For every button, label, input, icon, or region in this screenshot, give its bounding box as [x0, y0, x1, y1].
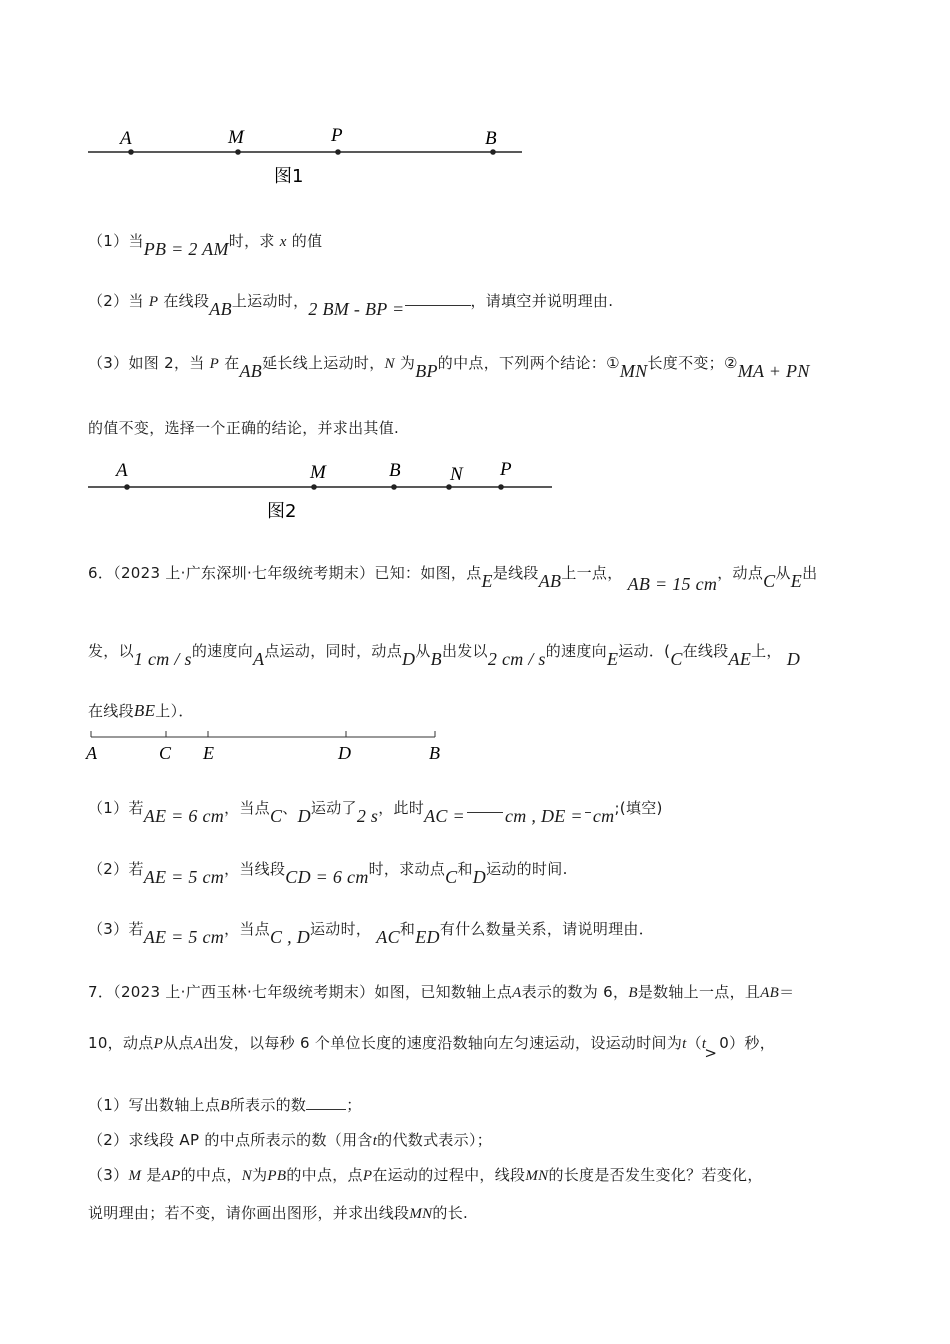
text: 是数轴上一点，且: [637, 983, 761, 1001]
variable: A: [512, 985, 522, 1001]
time: 2 s: [356, 806, 379, 826]
text: 延长线上运动时，: [262, 354, 385, 372]
variable: x: [279, 234, 287, 250]
point-dot: [446, 484, 452, 490]
text: 在: [224, 354, 240, 372]
part-number: （3）若: [88, 920, 144, 938]
q6-part3: [88, 918, 655, 947]
variable: D: [402, 649, 416, 669]
question-header: 6．（2023 上·广东深圳·七年级统考期末）已知：如图，点: [88, 564, 482, 582]
answer-blank[interactable]: [306, 1095, 346, 1110]
q6-part2: [88, 858, 568, 887]
part-number: （1）当: [88, 232, 144, 250]
variables: C , D: [269, 927, 310, 947]
variable: D: [472, 867, 487, 887]
point-dot: [490, 149, 496, 155]
text: 是: [146, 1166, 162, 1184]
part-number: （3）: [88, 1166, 129, 1184]
variable: E: [481, 571, 493, 591]
segment: BP: [415, 361, 438, 381]
text: ）秒，: [729, 1034, 775, 1052]
expression: MA + PN: [737, 361, 810, 381]
text: 从点: [163, 1034, 194, 1052]
number: 0: [719, 1034, 730, 1052]
unit: cm: [592, 806, 615, 826]
text: 上）．: [155, 702, 194, 720]
point-label: D: [338, 743, 351, 763]
segment: BE: [133, 701, 156, 720]
text: 从: [415, 642, 431, 660]
equation: AC =: [424, 806, 465, 826]
text: 运动的时间.: [486, 860, 568, 878]
text: 为: [252, 1166, 268, 1184]
text: 长度不变；②: [647, 354, 738, 372]
part-number: （2）求线段 AP 的中点所表示的数（用含: [88, 1131, 373, 1149]
figure-1: [80, 118, 540, 193]
text: 上一点，: [561, 564, 623, 582]
text: ;(填空): [614, 799, 663, 817]
variable: t: [701, 1036, 707, 1052]
variable: B: [430, 649, 442, 669]
text: 和: [399, 920, 416, 938]
equation: AE = 5 cm: [143, 927, 225, 947]
q6-part1: [88, 797, 663, 826]
speed: 2 cm / s: [487, 649, 546, 669]
segment: PB: [267, 1168, 287, 1184]
text: 点运动，同时，动点: [264, 642, 403, 660]
part-number: （2）当: [88, 292, 144, 310]
text: 时，求动点: [368, 860, 446, 878]
segment: MN: [619, 361, 648, 381]
equation: CD = 6 cm: [285, 867, 369, 887]
equation: AB = 15 cm: [627, 574, 718, 594]
segment: MN: [409, 1206, 433, 1222]
variable: t: [372, 1133, 378, 1149]
equation: 2 BM - BP =: [308, 299, 405, 319]
q5-part2: [88, 290, 614, 319]
segment: AB: [760, 985, 780, 1001]
point-label: P: [331, 125, 343, 146]
variable: E: [790, 571, 803, 591]
point-dot: [311, 484, 317, 490]
text: 的中点，: [180, 1166, 242, 1184]
text: 的长度是否发生变化？若变化，: [548, 1166, 763, 1184]
text: 在线段: [682, 642, 729, 660]
variable: E: [606, 649, 619, 669]
q5-part3-line2: [88, 417, 399, 438]
point-label: C: [159, 743, 172, 763]
point-dot: [128, 149, 134, 155]
text: ＝: [779, 983, 795, 1001]
segment: MN: [525, 1168, 549, 1184]
segment: AB: [538, 571, 562, 591]
text: 运动时，: [310, 920, 372, 938]
point-label: B: [485, 128, 497, 149]
variable: B: [628, 985, 638, 1001]
point-label: A: [86, 743, 97, 763]
text: 10，动点: [88, 1034, 154, 1052]
q6-line1: [88, 562, 818, 594]
question-header: 7．（2023 上·广西玉林·七年级统考期末）如图，已知数轴上点: [88, 983, 513, 1001]
segment: AC: [376, 927, 400, 947]
q7-line2: [88, 1032, 775, 1062]
q7-part3: [88, 1164, 763, 1185]
variable: C: [670, 649, 683, 669]
q7-part2: [88, 1129, 492, 1150]
text: ，此时: [378, 799, 425, 817]
text: 出: [802, 564, 818, 582]
q6-line3: [88, 700, 194, 721]
text: 的速度向: [191, 642, 254, 660]
q7-line1: [88, 981, 794, 1002]
text: 有什么数量关系，请说明理由．: [439, 920, 655, 938]
part-number: （2）若: [88, 860, 144, 878]
text: 的值: [291, 232, 323, 250]
text: 时，求: [228, 232, 275, 250]
text: ，当点: [224, 799, 270, 817]
text: 在线段: [88, 702, 134, 720]
variable: C: [445, 867, 458, 887]
point-label: N: [450, 464, 463, 485]
point-label: E: [203, 743, 214, 763]
text: 的中点，下列两个结论：①: [437, 354, 620, 372]
answer-blank[interactable]: [585, 810, 591, 813]
variable: M: [128, 1168, 142, 1184]
variable: N: [384, 356, 395, 372]
variable: P: [209, 356, 220, 372]
point-label: M: [310, 462, 326, 483]
text: 在线段: [163, 292, 210, 310]
text: 说明理由；若不变，请你画出图形，并求出线段: [88, 1204, 410, 1222]
text: 的中点，点: [286, 1166, 363, 1184]
answer-blank[interactable]: [467, 806, 503, 813]
point-label: A: [120, 128, 132, 149]
text: 运动．(: [618, 642, 671, 660]
point-label: B: [429, 743, 440, 763]
operator: >: [704, 1044, 718, 1062]
q6-figure: [84, 725, 454, 770]
variable: B: [220, 1098, 230, 1114]
variable: D: [297, 806, 311, 826]
point-label: A: [116, 460, 128, 481]
text: 的值不变，选择一个正确的结论，并求出其值.: [88, 419, 400, 437]
text: ；: [346, 1096, 362, 1114]
variable: D: [786, 649, 801, 669]
text: ，当点: [224, 920, 270, 938]
text: 为: [399, 354, 416, 372]
variable: P: [362, 1168, 373, 1184]
answer-blank[interactable]: [405, 291, 471, 306]
segment: AE: [728, 649, 752, 669]
text: 是线段: [492, 564, 539, 582]
equation: cm , DE =: [505, 806, 583, 826]
text: 上，: [751, 642, 782, 660]
text: 的代数式表示）；: [377, 1131, 493, 1149]
point-dot: [335, 149, 341, 155]
speed: 1 cm / s: [133, 649, 192, 669]
figure-caption: 图1: [274, 166, 304, 187]
text: 表示的数为 6，: [521, 983, 629, 1001]
part-number: （3）如图 2，当: [88, 354, 205, 372]
text: 的长.: [432, 1204, 469, 1222]
variable: t: [682, 1036, 687, 1052]
text: ，动点: [717, 564, 764, 582]
figure-2: [80, 455, 560, 527]
variable: A: [193, 1036, 204, 1052]
text: 在运动的过程中，线段: [372, 1166, 526, 1184]
text: 从: [775, 564, 791, 582]
point-label: B: [389, 460, 401, 481]
text: 、: [282, 799, 298, 817]
text: 运动了: [310, 799, 357, 817]
figure-caption: 图2: [267, 501, 297, 522]
equation: AE = 6 cm: [143, 806, 225, 826]
text: 上运动时，: [231, 292, 309, 310]
variable: N: [241, 1168, 253, 1184]
point-label: P: [500, 459, 512, 480]
point-dot: [498, 484, 504, 490]
point-dot: [235, 149, 241, 155]
point-dot: [124, 484, 130, 490]
variable: C: [269, 806, 283, 826]
point-label: M: [228, 127, 244, 148]
q6-line2: [88, 640, 801, 669]
segment: AP: [161, 1168, 181, 1184]
variable: C: [763, 571, 776, 591]
segment: AB: [209, 299, 232, 319]
variable: P: [153, 1036, 164, 1052]
part-number: （1）写出数轴上点: [88, 1096, 221, 1114]
q5-part1: [88, 230, 323, 259]
text: 的速度向: [545, 642, 607, 660]
point-dot: [391, 484, 397, 490]
text: 出发，以每秒 6 个单位长度的速度沿数轴向左匀速运动，设运动时间为: [203, 1034, 683, 1052]
q5-part3: [88, 352, 810, 381]
text: （: [686, 1034, 702, 1052]
q7-part3-line2: [88, 1202, 468, 1223]
text: 出发以: [441, 642, 488, 660]
q7-part1: [88, 1094, 362, 1115]
text: 发，以: [88, 642, 134, 660]
equation: PB = 2 AM: [143, 239, 229, 259]
text: 所表示的数: [229, 1096, 307, 1114]
text: ，请填空并说明理由.: [470, 292, 614, 310]
segment: ED: [415, 927, 440, 947]
variable: P: [148, 294, 159, 310]
variable: A: [253, 649, 265, 669]
segment: AB: [239, 361, 263, 381]
text: 和: [457, 860, 473, 878]
equation: AE = 5 cm: [143, 867, 225, 887]
part-number: （1）若: [88, 799, 144, 817]
text: ，当线段: [224, 860, 286, 878]
